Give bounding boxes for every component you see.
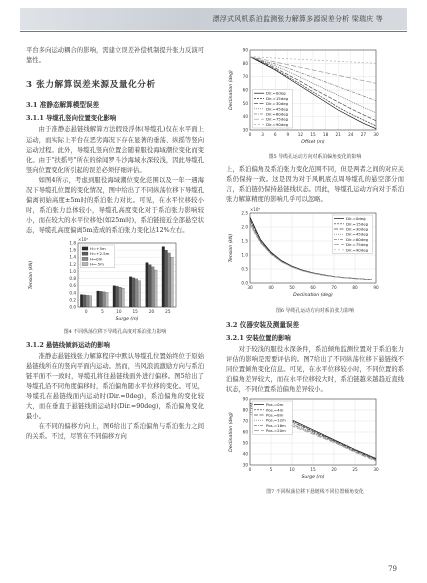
bar [122,288,125,307]
legend-label: Dir.=15deg [266,95,289,101]
y-tick-label: 2.0 [241,224,248,230]
legend-swatch [82,252,88,255]
y-tick-label: 90 [242,396,248,402]
y-tick-label: 0.5 [241,266,248,272]
y-tick-label: 70 [242,418,248,424]
y-tick-label: 70 [242,74,248,80]
section-3-1-1-heading: 3.1.1 导缆孔竖向位置变化影响 [26,114,117,123]
bar [113,285,116,306]
x-tick-label: 15 [132,308,138,314]
bar [152,266,155,306]
y-unit-label: ×10⁵ [78,236,89,242]
x-tick-label: 70 [331,285,337,291]
bar [135,278,138,306]
y-axis-title: Tension (kN) [29,260,34,289]
legend-swatch [82,246,88,249]
x-tick-label: 20 [331,467,337,473]
paragraph-install-position: 对于较浅的服役水深条件，系泊倾角监测位置对于系泊张力评估的影响是需要评估的。图7给出了不同纵荡位移下悬链线不同位置倾角变化信息。可见，在水平位移较小时，不同位置的系泊偏角差异较大，而在水平位移较大时，系泊链越来越趋近直线状态，不同位置系泊偏角差异较小。 [226,345,404,394]
y-tick-label: 90 [242,47,248,53]
x-tick-label: 3 [261,132,264,137]
y-tick-label: 50 [242,100,248,106]
x-tick-label: 30 [373,467,379,473]
intro-paragraph: 平台多向运动耦合的影响，需建立误差补偿机制提升张力反演可靠性。 [26,47,204,65]
legend-label: Pos.=16m [266,423,286,429]
bar [154,270,157,307]
x-tick-label: 30 [247,285,253,291]
legend-label: Dir.=30deg [346,226,369,232]
left-column [26,46,204,443]
bar [149,264,152,306]
bar [132,277,135,306]
legend-label: Pos.=0m [266,402,284,408]
bar [89,295,92,306]
figure-6-caption: 图6 导缆孔运动方向对系泊张力影响 [275,307,355,314]
legend-label: Dir.=30deg [266,101,289,107]
x-axis-title: Declination (deg) [293,293,333,299]
y-tick-label: 1.8 [69,240,76,245]
figure-4 [26,237,204,336]
y-tick-label: 0.8 [69,275,76,281]
y-tick-label: 1.4 [69,254,76,260]
figure-5-caption: 图5 导缆孔运动方向对系泊偏角变化的影响 [268,154,362,161]
y-tick-label: 60 [242,87,248,93]
bar [119,287,122,307]
x-tick-label: 9 [286,132,290,137]
header-title: 漂浮式风机系泊监测张力解算多源误差分析 梁瑞庆 等 [212,15,383,23]
legend-label: Pos.=12m [266,417,286,423]
y-tick-label: 30 [242,462,248,468]
legend-label: H=-5m [90,261,104,267]
x-tick-label: 0 [248,467,252,473]
y-tick-label: 1.5 [241,238,248,244]
bar [86,295,89,307]
bar [168,252,171,306]
legend-label: Dir.=90deg [266,121,289,127]
section-3-2-heading: 3.2 仪器安装及测量误差 [226,320,300,329]
y-unit-label: ×10⁵ [250,207,261,213]
y-tick-label: 40 [242,114,248,120]
paragraph-correspondence: 上，系泊偏角及系泊张力变化范围不同，但是两者之间的对应关系仍保持一致。这是因为对于风帆底点周导缆孔的悬空部分而言，系泊链仍保持悬链线状态。因此，导缆孔运动方向对于系泊张力解算精度的影响几乎可以忽略。 [226,166,404,204]
x-tick-label: 15 [310,132,316,137]
paragraph-tidal: 由于准静态悬链线解算方法假设浮体(导缆孔)仅在水平面上运动，而实际上平台在恶劣海况下存在显著的垂荡、纵摇等竖向运动过程。此外，导缆孔竖向位置会随着服役海域潮位变化而变化。由于"扶摇号"所在的徐闻罗斗沙海域水深较浅，因此导缆孔竖向位置变化所引起的误差必须仔细评估。 [26,126,204,174]
y-tick-label: 1.0 [241,252,248,258]
legend-swatch [82,262,88,265]
x-tick-label: 12 [297,132,304,137]
x-tick-label: 25 [352,467,358,473]
legend-label: Dir.=90deg [346,247,369,253]
x-tick-label: 24 [348,132,354,137]
y-tick-label: 0.0 [69,304,76,309]
legend-label: Dir.=60deg [266,111,289,117]
figure-6-line-chart [226,205,404,301]
bar [165,250,168,307]
x-tick-label: 90 [373,285,379,291]
x-tick-label: 6 [273,132,277,137]
x-axis-title: Offset (m) [301,140,325,145]
y-tick-label: 0.0 [241,280,248,286]
y-axis-title: Declination (deg) [229,412,234,453]
y-tick-label: 80 [242,407,248,413]
x-tick-label: 50 [289,285,295,291]
x-tick-label: 27 [360,132,367,137]
x-tick-label: 21 [335,132,341,137]
y-tick-label: 2.5 [241,210,248,216]
x-tick-label: 5 [101,308,104,314]
y-tick-label: 30 [242,127,248,133]
y-tick-label: 0.4 [69,289,76,295]
x-axis-title: Surge (m) [301,475,325,481]
paragraph-fig4: 如图4所示，考虑到服役海域潮位变化范围以及一年一遇海况下导缆孔位置的变化情况，图中给出了不同纵荡位移下导缆孔偏离初始高度±5m时的系泊张力对比。可见，在水平位移较小时，系泊张力总体较小，导缆孔高度变化对于系泊张力影响较小，而在较大的水平位移处(如25m时)，系泊链接近全部悬空状态，导缆孔高度偏离5m造成的系泊张力变化达12%左右。 [26,176,204,235]
figure-7-caption: 图7 不同纵荡位移下悬链线不同位置倾角变化 [266,489,364,496]
legend-label: Dir.=15deg [346,221,369,227]
x-tick-label: 5 [269,467,273,473]
legend-label: H=+5m [90,245,106,251]
legend-label: Dir.=60deg [346,237,369,243]
x-tick-label: 20 [148,308,155,314]
y-tick-label: 1.0 [69,268,76,274]
x-tick-label: 0 [248,132,252,137]
legend-label: H=+2.5m [90,250,110,256]
bar [171,257,174,307]
legend-label: Dir.=75deg [346,242,369,248]
y-axis-title: Declination (deg) [229,70,234,110]
bar [80,294,83,306]
y-tick-label: 80 [242,60,248,66]
bar [97,291,100,307]
x-tick-label: 10 [289,467,295,473]
figure-4-caption: 图4 不同纵荡位移下导缆孔高度对系泊张力影响 [63,328,167,335]
header-rule [20,31,407,32]
figure-5-line-chart [226,46,404,148]
figure-7 [226,395,404,496]
x-tick-label: 60 [310,285,316,291]
y-tick-label: 50 [242,440,248,446]
bar [83,294,86,306]
x-tick-label: 0 [84,308,88,314]
x-tick-label: 30 [373,132,379,137]
x-axis-title: Surge (m) [115,316,139,322]
x-tick-label: 18 [322,132,329,137]
bar [100,291,103,307]
y-tick-label: 0.6 [69,282,76,288]
figure-6 [226,205,404,314]
legend-label: Pos.=20m [266,428,286,434]
paragraph-fig6: 在不同的偏移方向上，图6给出了系泊偏角与系泊张力之间的关系。不过，尽管在不同偏移方向 [26,423,204,441]
legend-label: Dir.=45deg [266,106,289,112]
bar [105,292,108,307]
bar [146,262,149,306]
bar [103,291,106,306]
bar [116,286,119,307]
x-tick-label: 15 [310,467,316,473]
legend-label: Pos.=4m [266,407,284,413]
legend-label: Dir.=0deg [266,90,286,96]
y-axis-title: Tension (kN) [229,234,234,263]
section-3-2-1-heading: 3.2.1 安装位置的影响 [226,333,291,342]
y-tick-label: 60 [242,429,248,435]
x-tick-label: 25 [165,308,171,314]
legend-label: Dir.=0deg [346,216,366,222]
y-tick-label: 0.2 [69,296,76,302]
legend-label: Dir.=45deg [346,232,369,238]
bar [162,246,165,306]
paragraph-inclined: 准静态悬链线张力解算程序中默认导缆孔位置始终位于原始悬链线所在的竖向平面内运动。然而，当风浪流激励方向与系泊链平面不一致时，导缆孔将往悬链线面外进行偏移。图5给出了导缆孔沿不同角度偏移时，系泊偏角随水平位移的变化。可见，导缆孔在悬链线面内运动时(Dir.=0deg)，系泊偏角的变化较大，而在垂直于悬链线面运动时(Dir.=90deg)，系泊偏角变化最小。 [26,352,204,421]
legend-label: H=0m [90,255,103,261]
bar [129,276,132,306]
section-3-heading: 3 张力解算误差来源及量化分析 [26,80,156,91]
bar [138,280,141,306]
figure-5 [226,46,404,161]
figure-4-bar-chart [26,237,204,323]
y-tick-label: 40 [242,451,248,457]
x-tick-label: 10 [116,308,122,314]
legend-swatch [82,257,88,260]
x-tick-label: 80 [352,285,358,291]
running-header [20,8,407,38]
x-tick-label: 40 [268,285,274,291]
legend-label: Pos.=8m [266,412,284,418]
page-number: 79 [388,565,397,573]
section-3-1-2-heading: 3.1.2 悬链线倾斜运动的影响 [26,340,110,349]
y-tick-label: 1.6 [69,247,76,253]
y-tick-label: 1.2 [69,261,76,267]
legend-label: Dir.=75deg [266,116,289,122]
right-column [226,46,404,500]
section-3-1-heading: 3.1 准静态解算模型误差 [26,101,100,110]
figure-7-line-chart [226,395,404,483]
